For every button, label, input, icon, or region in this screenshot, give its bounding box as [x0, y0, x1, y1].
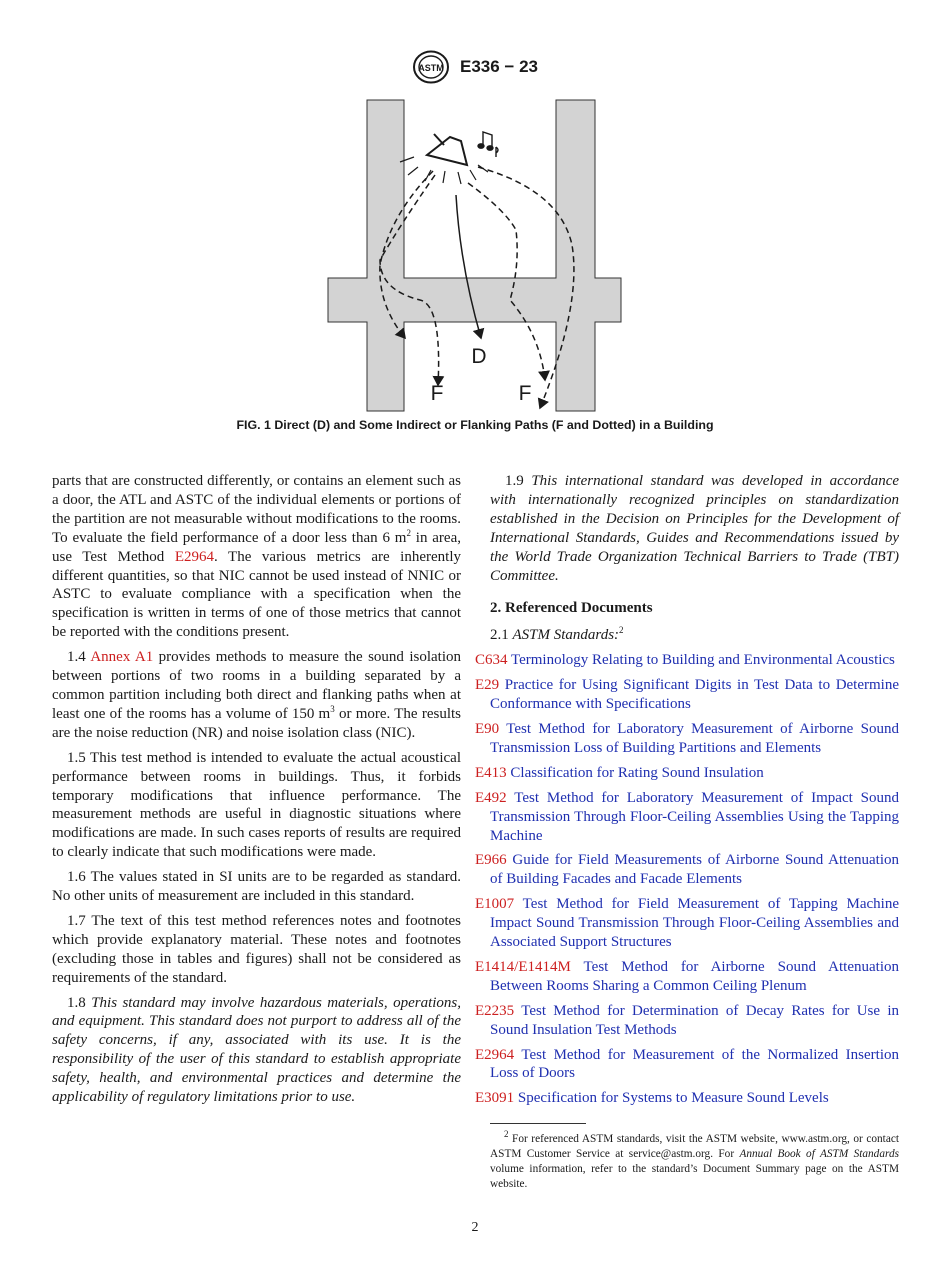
reference-title[interactable]: Test Method for Laboratory Measurement of Airborne Sound Transmission Loss of Building Partitions and Elements — [490, 720, 899, 756]
reference-title[interactable]: Specification for Systems to Measure Sound Levels — [517, 1090, 829, 1107]
reference-item[interactable] — [475, 1002, 899, 1040]
link-e2964[interactable]: E2964 — [174, 548, 214, 565]
reference-code[interactable]: E3091 — [475, 1090, 515, 1107]
flank-label-left: F — [430, 382, 444, 405]
reference-code[interactable]: E2235 — [475, 1002, 515, 1019]
reference-item[interactable] — [475, 1089, 899, 1108]
flanking-paths-diagram — [320, 95, 630, 417]
reference-item[interactable] — [475, 789, 899, 846]
astm-logo — [412, 50, 450, 84]
reference-item[interactable] — [475, 958, 899, 996]
reference-code[interactable]: E413 — [475, 764, 507, 781]
reference-code[interactable]: E1007 — [475, 896, 515, 913]
paragraph-1-6: 1.6 The values stated in SI units are to be regarded as standard. No other units of measurement are included in this standard. — [52, 869, 461, 905]
reference-code[interactable]: E492 — [475, 789, 507, 806]
reference-title[interactable]: Test Method for Determination of Decay Rates for Use in Sound Insulation Test Methods — [490, 1002, 899, 1038]
reference-title[interactable]: Practice for Using Significant Digits in Test Data to Determine Conformance with Specifications — [490, 677, 899, 713]
direct-label: D — [471, 345, 487, 368]
reference-code[interactable]: E966 — [475, 852, 507, 869]
page-header — [0, 50, 950, 84]
reference-title[interactable]: Test Method for Field Measurement of Tapping Machine Impact Sound Transmission Through Floor-Ceiling Assemblies and Associated Support Structures — [490, 896, 900, 951]
paragraph-1-3-cont: parts that are constructed differently, or contains an element such as a door, the ATL and ASTC of the individual elements or portions of the partition are not measurable without modifications to the rooms. To evaluate the field performance of a door less than 6 $m^2$ in area, use Test Method E2964. The various metrics are inherently different quantities, so that NIC cannot be used instead of NNIC or ASTC to evaluate compliance with a specification when the specification is written in terms of one of those metrics that cannot be reported with the conditions present. — [52, 473, 461, 641]
left-column — [52, 472, 461, 1113]
reference-code[interactable]: C634 — [475, 652, 508, 669]
subsection-astm-standards: 2.1 ASTM Standards:$^2$ — [490, 625, 624, 644]
reference-title[interactable]: Guide for Field Measurements of Airborne Sound Attenuation of Building Facades and Facade Elements — [490, 852, 899, 888]
reference-item[interactable] — [475, 764, 899, 783]
astm-logo-text: ASTM — [418, 63, 444, 73]
footnote-divider — [490, 1123, 586, 1124]
reference-item[interactable] — [475, 851, 899, 889]
reference-code[interactable]: E2964 — [475, 1046, 515, 1063]
sound-rays — [400, 157, 488, 184]
paragraph-1-5: 1.5 This test method is intended to evaluate the actual acoustical performance between rooms in buildings. Thus, it forbids temporary modifications that influence performance. The measurement methods are useful in diagnostic situations where modifications are made. In such cases reports of results are required to clearly indicate that such modifications were made. — [52, 749, 461, 861]
footnote-2: $^2$ For referenced ASTM standards, visit the ASTM website, www.astm.org, or contact ASTM Customer Service at service@astm.org. For Annual Book of ASTM Standards volume information, refer to the standard’s Document Summary page on the ASTM website. — [490, 1129, 900, 1190]
paragraph-1-9: 1.9 This international standard was developed in accordance with internationally recognized principles on standardization established in the Decision on Principles for the Development of International Standards, Guides and Recommendations issued by the World Trade Organization Technical Barriers to Trade (TBT) Committee. — [490, 473, 900, 584]
right-column — [475, 472, 900, 1114]
paragraph-1-7: 1.7 The text of this test method references notes and footnotes which provide explanatory material. These notes and footnotes (excluding those in tables and figures) shall not be considered as requirements of the standard. — [52, 912, 461, 986]
paragraph-1-8: 1.8 This standard may involve hazardous materials, operations, and equipment. This standard does not purport to address all of the safety concerns, if any, associated with its use. It is the responsibility of the user of this standard to establish appropriate safety, health, and environmental practices and determine the applicability of regulatory limitations prior to use. — [52, 994, 461, 1106]
figure-caption: FIG. 1 Direct (D) and Some Indirect or Flanking Paths (F and Dotted) in a Building — [236, 418, 714, 432]
flank-label-right: F — [518, 382, 532, 405]
reference-code[interactable]: E1414/E1414M — [475, 958, 571, 975]
reference-title[interactable]: Classification for Rating Sound Insulation — [510, 764, 764, 781]
paragraph-1-4: 1.4 Annex A1 provides methods to measure the sound isolation between portions of two rooms in a building separated by a common partition including both direct and flanking paths when at least one of the rooms has a volume of 150 $m^3$ or more. The results are the noise reduction (NR) and noise isolation class (NIC). — [52, 649, 461, 741]
music-note-icon — [478, 132, 498, 157]
reference-title[interactable]: Test Method for Measurement of the Normalized Insertion Loss of Doors — [490, 1046, 900, 1082]
standard-designation: E336 − 23 — [460, 57, 538, 76]
speaker-icon — [427, 134, 467, 165]
reference-code[interactable]: E90 — [475, 720, 500, 737]
reference-title[interactable]: Test Method for Airborne Sound Attenuation Between Rooms Sharing a Common Ceiling Plenum — [490, 958, 899, 994]
reference-item[interactable] — [475, 720, 899, 758]
reference-code[interactable]: E29 — [475, 677, 500, 694]
reference-item[interactable] — [475, 651, 899, 670]
reference-title[interactable]: Terminology Relating to Building and Environmental Acoustics — [511, 652, 895, 669]
page-number: 2 — [471, 1220, 479, 1235]
reference-title[interactable]: Test Method for Laboratory Measurement of Impact Sound Transmission Through Floor-Ceiling Assemblies Using the Tapping Machine — [490, 789, 899, 844]
section-heading-referenced-documents: 2. Referenced Documents — [490, 600, 653, 617]
link-annex-a1[interactable]: Annex A1 — [90, 649, 154, 666]
reference-item[interactable] — [475, 895, 900, 952]
reference-item[interactable] — [475, 676, 899, 714]
reference-item[interactable] — [475, 1046, 900, 1084]
